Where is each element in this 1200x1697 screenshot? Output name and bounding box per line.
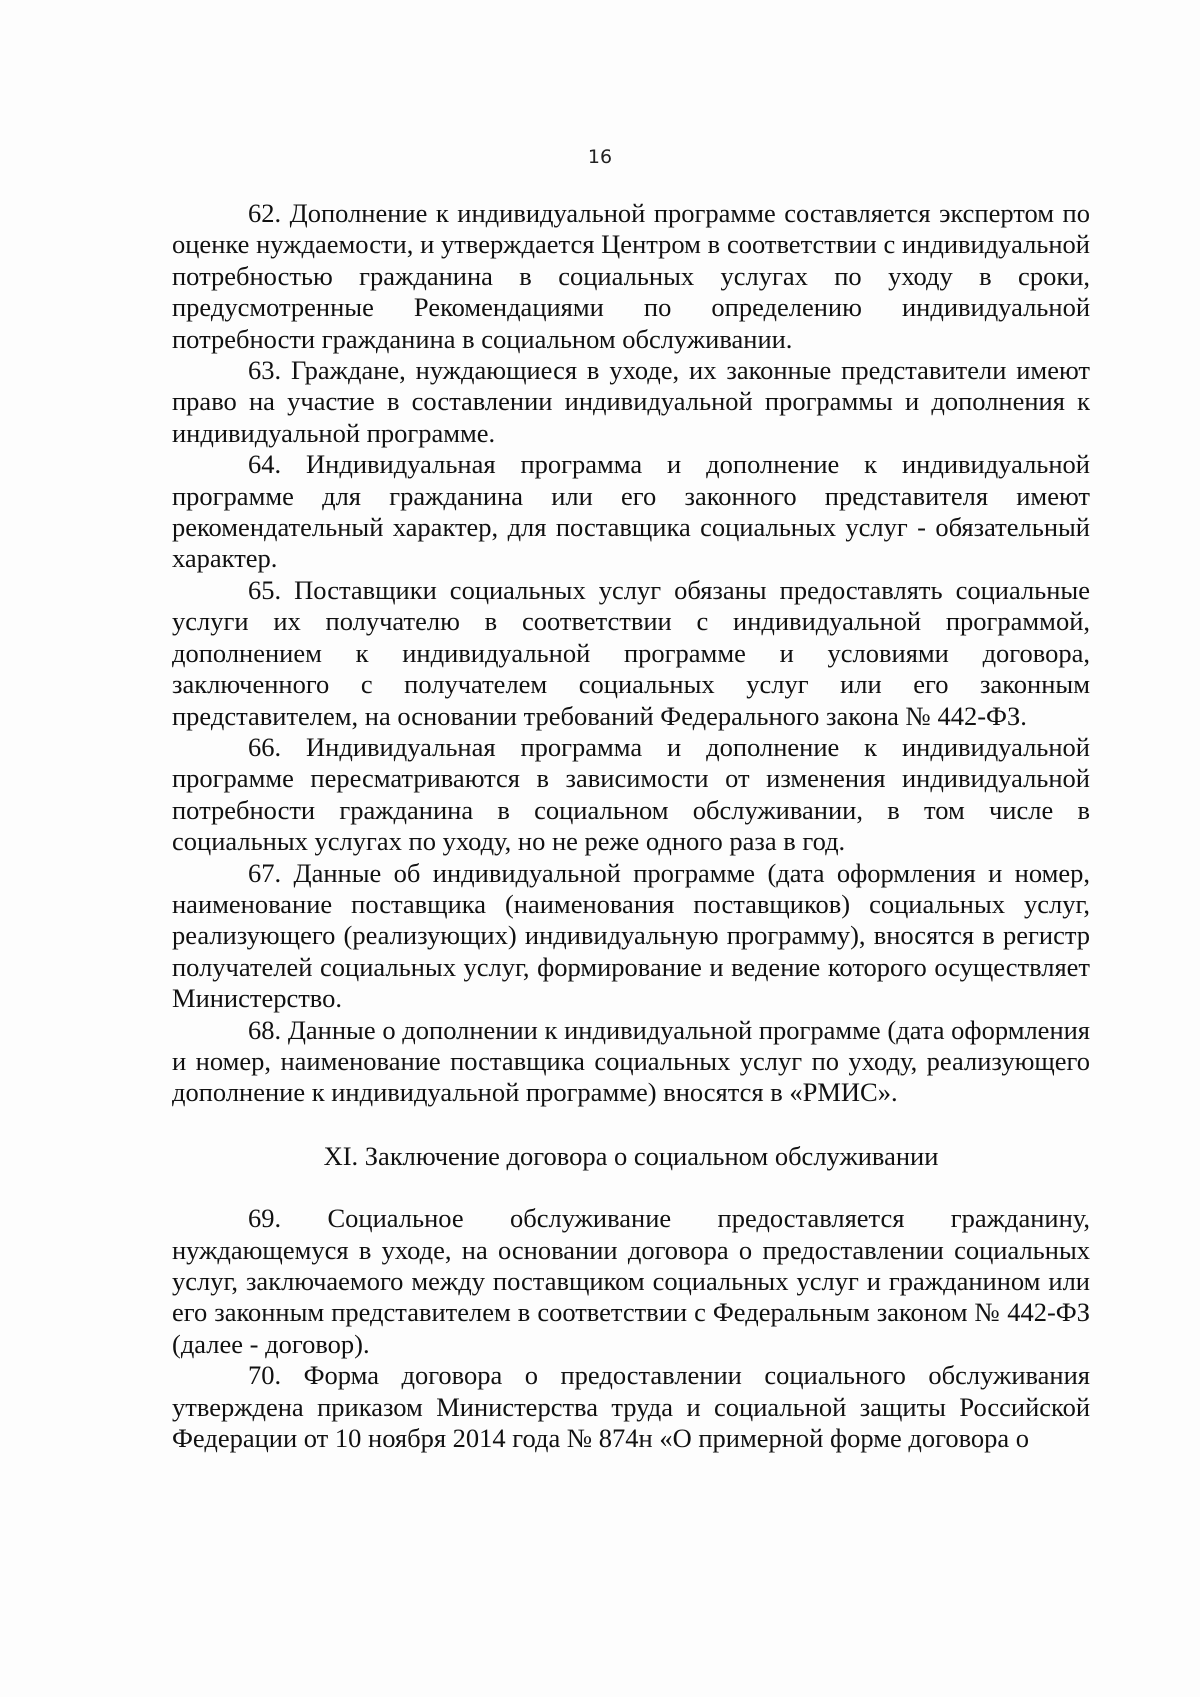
paragraph-64: 64. Индивидуальная программа и дополнение к индивидуальной программе для гражданина или его законного представителя имеют рекомендательный характер, для поставщика социальных услуг - обязательный характер. bbox=[172, 449, 1090, 574]
section-heading: XI. Заключение договора о социальном обслуживании bbox=[323, 1140, 939, 1171]
page-number: 16 bbox=[587, 146, 613, 168]
paragraph-69: 69. Социальное обслуживание предоставляется гражданину, нуждающемуся в уходе, на основании договора о предоставлении социальных услуг, заключаемого между поставщиком социальных услуг и гражданином или его законным представителем в соответствии с Федеральным законом № 442-ФЗ (далее - договор). bbox=[172, 1203, 1090, 1359]
paragraph-66: 66. Индивидуальная программа и дополнение к индивидуальной программе пересматриваются в зависимости от изменения индивидуальной потребности гражданина в социальном обслуживании, в том числе в социальных услугах по уходу, но не реже одного раза в год. bbox=[172, 731, 1090, 857]
document-body bbox=[172, 198, 1090, 1454]
paragraph-63: 63. Граждане, нуждающиеся в уходе, их законные представители имеют право на участие в составлении индивидуальной программы и дополнения к индивидуальной программе. bbox=[172, 355, 1090, 448]
paragraph-67: 67. Данные об индивидуальной программе (дата оформления и номер, наименование поставщика (наименования поставщиков) социальных услуг, реализующего (реализующих) индивидуальную программу), вносятся в регистр получателей социальных услуг, формирование и ведение которого осуществляет Министерство. bbox=[172, 857, 1090, 1014]
paragraph-68: 68. Данные о дополнении к индивидуальной программе (дата оформления и номер, наименование поставщика социальных услуг по уходу, реализующего дополнение к индивидуальной программе) вносятся в «РМИС». bbox=[172, 1014, 1090, 1108]
paragraph-65: 65. Поставщики социальных услуг обязаны предоставлять социальные услуги их получателю в соответствии с индивидуальной программой, дополнением к индивидуальной программе и условиями договора, заключенного с получателем социальных услуг или его законным представителем, на основании требований Федерального закона № 442-ФЗ. bbox=[172, 574, 1090, 731]
paragraph-70: 70. Форма договора о предоставлении социального обслуживания утверждена приказом Министерства труда и социальной защиты Российской Федерации от 10 ноября 2014 года № 874н «О примерной форме договора о bbox=[172, 1360, 1090, 1454]
paragraph-62: 62. Дополнение к индивидуальной программе составляется экспертом по оценке нуждаемости, и утверждается Центром в соответствии с индивидуальной потребностью гражданина в социальных услугах по уходу в сроки, предусмотренные Рекомендациями по определению индивидуальной потребности гражданина в социальном обслуживании. bbox=[172, 198, 1090, 354]
